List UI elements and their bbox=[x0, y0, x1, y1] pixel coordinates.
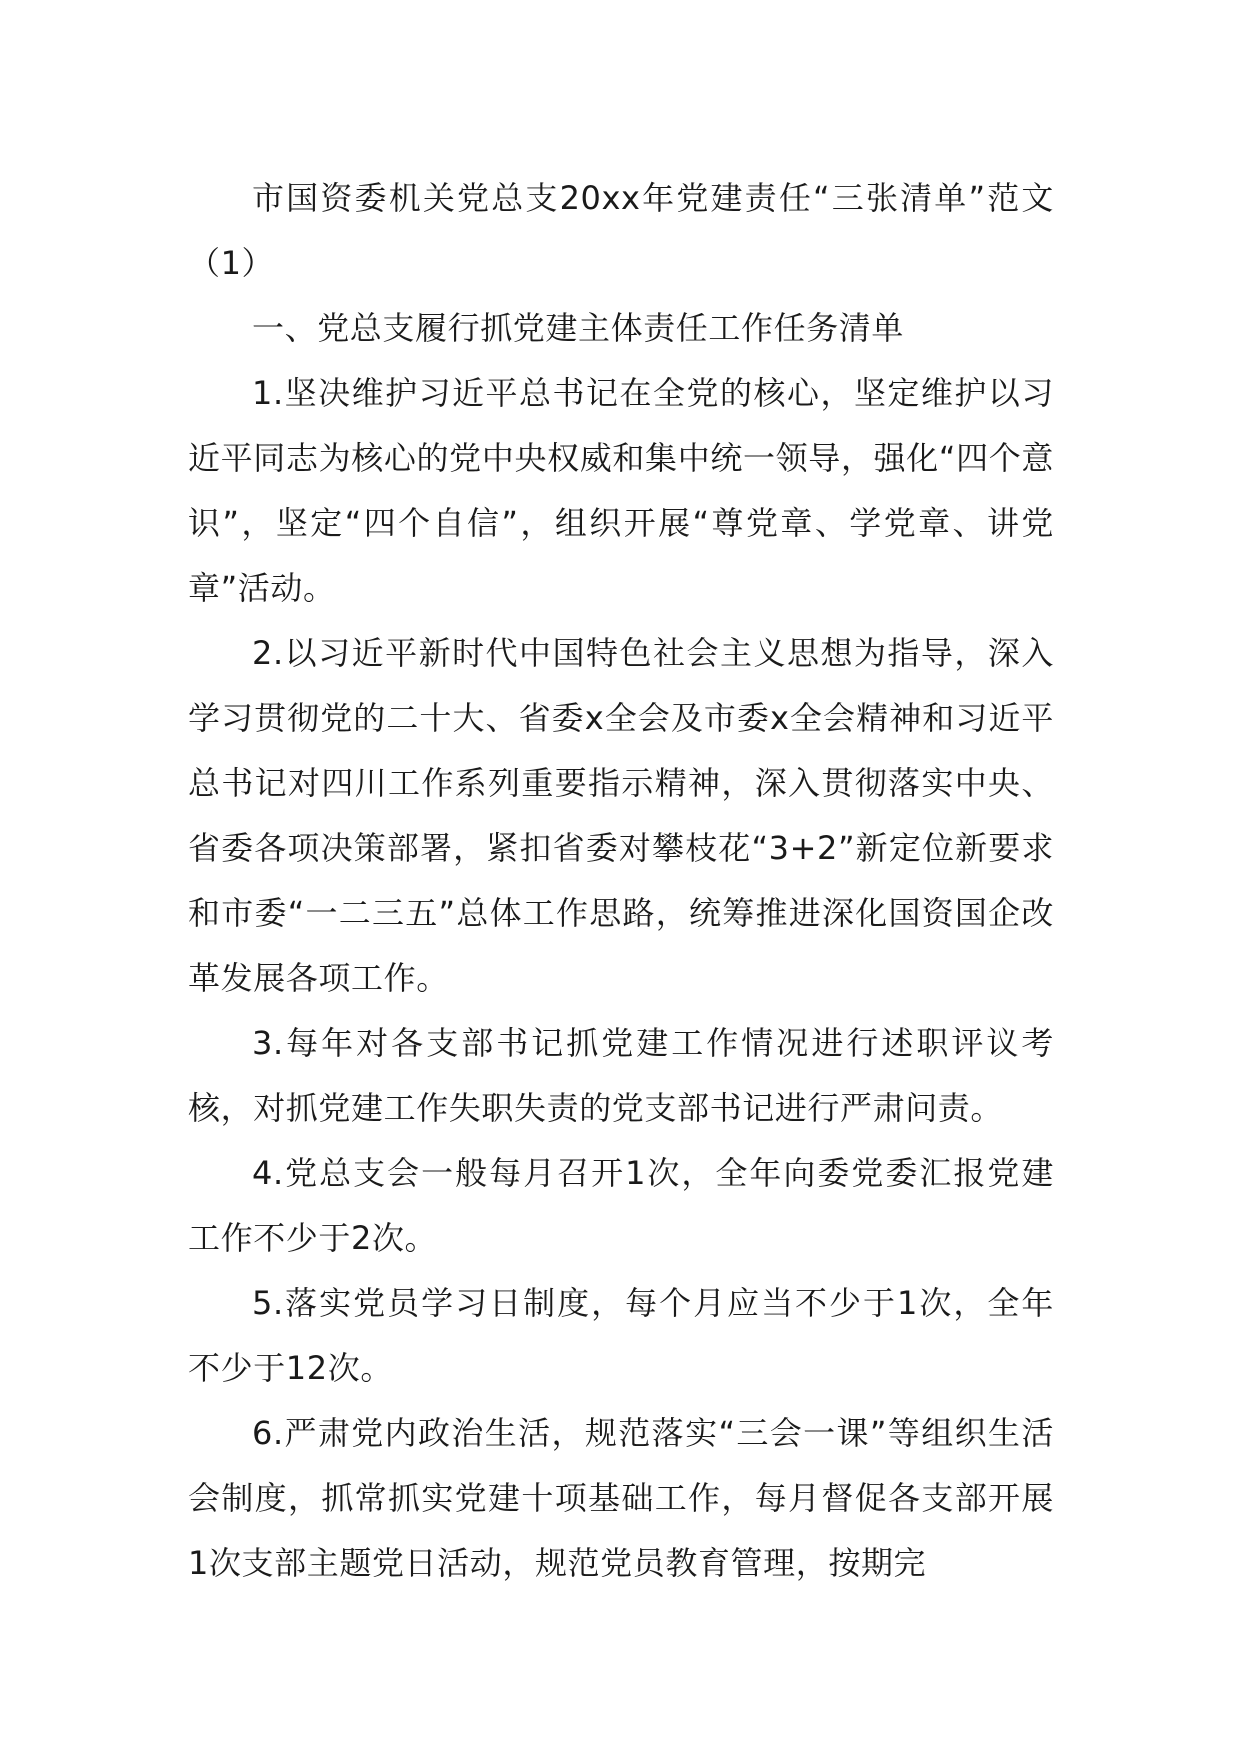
list-item-5: 5.落实党员学习日制度，每个月应当不少于1次，全年不少于12次。 bbox=[188, 1284, 1054, 1387]
document-title: 市国资委机关党总支20xx年党建责任“三张清单”范文（1） bbox=[188, 179, 1054, 282]
list-item-4: 4.党总支会一般每月召开1次，全年向委党委汇报党建工作不少于2次。 bbox=[188, 1154, 1054, 1257]
list-item-6: 6.严肃党内政治生活，规范落实“三会一课”等组织生活会制度，抓常抓实党建十项基础工作，每月督促各支部开展1次支部主题党日活动，规范党员教育管理，按期完 bbox=[188, 1414, 1054, 1582]
list-item-3: 3.每年对各支部书记抓党建工作情况进行述职评议考核，对抓党建工作失职失责的党支部书记进行严肃问责。 bbox=[188, 1024, 1054, 1127]
list-item-1: 1.坚决维护习近平总书记在全党的核心，坚定维护以习近平同志为核心的党中央权威和集中统一领导，强化“四个意识”，坚定“四个自信”，组织开展“尊党章、学党章、讲党章”活动。 bbox=[188, 374, 1054, 607]
section-heading: 一、党总支履行抓党建主体责任工作任务清单 bbox=[252, 309, 905, 347]
document-body bbox=[188, 166, 1054, 1596]
list-item-2: 2.以习近平新时代中国特色社会主义思想为指导，深入学习贯彻党的二十大、省委x全会及市委x全会精神和习近平总书记对四川工作系列重要指示精神，深入贯彻落实中央、省委各项决策部署，紧扣省委对攀枝花“3+2”新定位新要求和市委“一二三五”总体工作思路，统筹推进深化国资国企改革发展各项工作。 bbox=[188, 634, 1054, 997]
